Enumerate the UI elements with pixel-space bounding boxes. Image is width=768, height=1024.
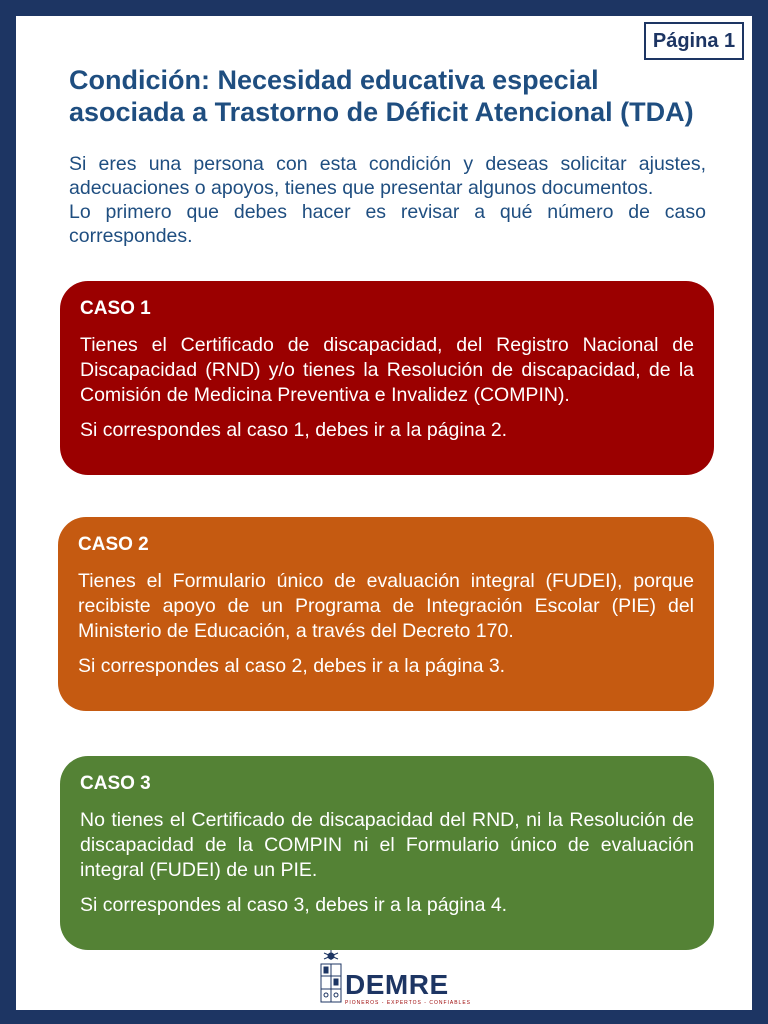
case-1-body: Tienes el Certificado de discapacidad, del Registro Nacional de Discapacidad (RND) y/o tienes la Resolución de discapacidad, de la Comisión de Medicina Preventiva e Invalidez (COMPIN). [80, 334, 694, 406]
brand-name: DEMRE [345, 969, 449, 1000]
case-3-body: No tienes el Certificado de discapacidad del RND, ni la Resolución de discapacidad de la COMPIN ni el Formulario único de evaluación integral (FUDEI) de un PIE. [80, 809, 694, 881]
case-2-instruction: Si correspondes al caso 2, debes ir a la página 3. [78, 655, 506, 677]
case-3-card [60, 756, 714, 950]
case-1-card [60, 281, 714, 475]
page-number-badge: Página 1 [644, 22, 744, 60]
case-3-instruction: Si correspondes al caso 3, debes ir a la página 4. [80, 894, 508, 916]
intro-paragraph-2: Lo primero que debes hacer es revisar a qué número de caso correspondes. [69, 201, 706, 247]
page-title: Condición: Necesidad educativa especial asociada a Trastorno de Déficit Atencional (TDA) [69, 65, 694, 127]
university-seal-icon [319, 948, 343, 1006]
demre-logo [319, 948, 471, 1006]
case-2-card [58, 517, 714, 711]
case-1-instruction: Si correspondes al caso 1, debes ir a la página 2. [80, 419, 508, 441]
case-1-title: CASO 1 [80, 298, 151, 319]
brand-tagline: PIONEROS - EXPERTOS - CONFIABLES [345, 1000, 472, 1006]
case-2-body: Tienes el Formulario único de evaluación integral (FUDEI), porque recibiste apoyo de un Programa de Integración Escolar (PIE) del Ministerio de Educación, a través del Decreto 170. [78, 570, 694, 642]
document-page [16, 16, 752, 1010]
case-3-title: CASO 3 [80, 773, 151, 794]
intro-paragraph-1: Si eres una persona con esta condición y deseas solicitar ajustes, adecuaciones o apoyos, tienes que presentar algunos documentos. [69, 153, 706, 199]
intro-text [69, 152, 706, 248]
case-2-title: CASO 2 [78, 534, 149, 555]
